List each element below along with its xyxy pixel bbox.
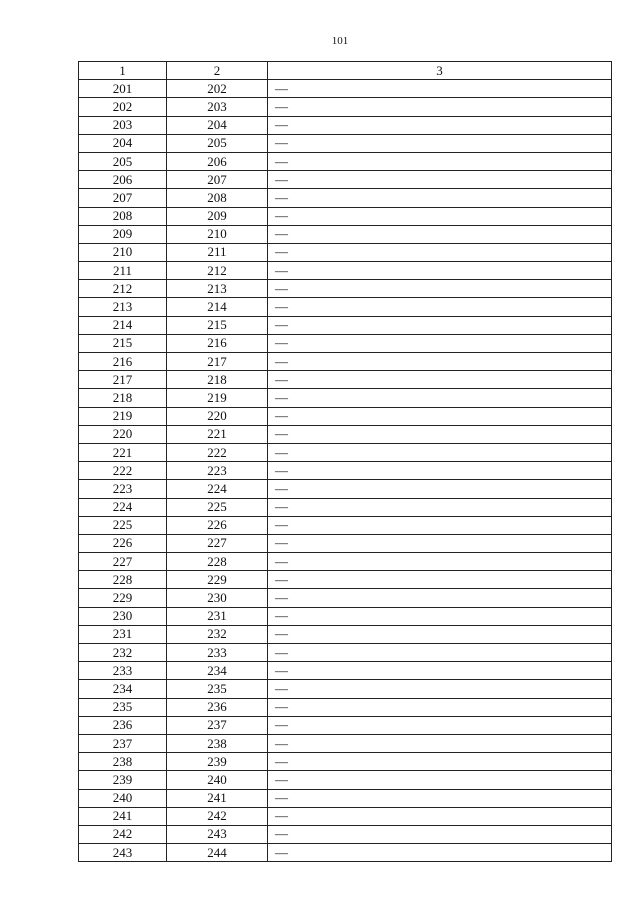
cell-col-1: 235 [79,698,167,716]
cell-col-3: — [268,480,612,498]
cell-col-1: 205 [79,152,167,170]
table-row [79,644,612,662]
cell-col-3: — [268,753,612,771]
cell-col-1: 225 [79,516,167,534]
cell-col-1: 201 [79,80,167,98]
cell-col-3: — [268,825,612,843]
cell-col-2: 236 [167,698,268,716]
cell-col-2: 208 [167,189,268,207]
cell-col-2: 221 [167,425,268,443]
cell-col-2: 217 [167,353,268,371]
cell-col-1: 209 [79,225,167,243]
cell-col-1: 222 [79,462,167,480]
cell-col-2: 226 [167,516,268,534]
table-row [79,844,612,862]
table-row [79,480,612,498]
table-row [79,262,612,280]
cell-col-1: 218 [79,389,167,407]
cell-col-1: 236 [79,716,167,734]
cell-col-3: — [268,662,612,680]
cell-col-2: 210 [167,225,268,243]
table-row [79,80,612,98]
cell-col-1: 228 [79,571,167,589]
cell-col-3: — [268,771,612,789]
cell-col-3: — [268,534,612,552]
cell-col-3: — [268,316,612,334]
table-row [79,116,612,134]
cell-col-3: — [268,443,612,461]
cell-col-2: 216 [167,334,268,352]
cell-col-1: 227 [79,553,167,571]
table-row [79,225,612,243]
cell-col-3: — [268,807,612,825]
cell-col-2: 233 [167,644,268,662]
cell-col-2: 242 [167,807,268,825]
cell-col-2: 231 [167,607,268,625]
cell-col-2: 204 [167,116,268,134]
table-row [79,334,612,352]
cell-col-3: — [268,116,612,134]
cell-col-2: 228 [167,553,268,571]
cell-col-2: 234 [167,662,268,680]
table-row [79,498,612,516]
cell-col-1: 224 [79,498,167,516]
cell-col-1: 237 [79,734,167,752]
cell-col-2: 203 [167,98,268,116]
table-row [79,571,612,589]
cell-col-2: 211 [167,243,268,261]
cell-col-3: — [268,98,612,116]
table-body [79,80,612,862]
cell-col-3: — [268,680,612,698]
table-row [79,189,612,207]
table-row [79,825,612,843]
table-row [79,716,612,734]
cell-col-1: 212 [79,280,167,298]
cell-col-2: 232 [167,625,268,643]
table-row [79,771,612,789]
cell-col-3: — [268,516,612,534]
cell-col-3: — [268,698,612,716]
cell-col-1: 221 [79,443,167,461]
table-row [79,698,612,716]
cell-col-1: 220 [79,425,167,443]
table-row [79,298,612,316]
table-row [79,516,612,534]
cell-col-2: 229 [167,571,268,589]
cell-col-3: — [268,134,612,152]
cell-col-1: 214 [79,316,167,334]
table-row [79,353,612,371]
table-row [79,807,612,825]
cell-col-2: 206 [167,152,268,170]
page-number: 101 [331,35,349,47]
cell-col-1: 240 [79,789,167,807]
cell-col-1: 210 [79,243,167,261]
cell-col-2: 220 [167,407,268,425]
table-row [79,243,612,261]
cell-col-3: — [268,334,612,352]
cell-col-1: 230 [79,607,167,625]
cell-col-3: — [268,171,612,189]
table-row [79,152,612,170]
cell-col-3: — [268,207,612,225]
cell-col-2: 235 [167,680,268,698]
cell-col-2: 227 [167,534,268,552]
cell-col-2: 212 [167,262,268,280]
cell-col-1: 229 [79,589,167,607]
table-header-row [79,62,612,80]
cell-col-3: — [268,789,612,807]
cell-col-3: — [268,734,612,752]
cell-col-3: — [268,425,612,443]
cell-col-2: 225 [167,498,268,516]
cell-col-3: — [268,407,612,425]
cell-col-1: 215 [79,334,167,352]
table-row [79,207,612,225]
cell-col-3: — [268,189,612,207]
cell-col-2: 218 [167,371,268,389]
cell-col-1: 217 [79,371,167,389]
cell-col-1: 203 [79,116,167,134]
table-row [79,389,612,407]
cell-col-3: — [268,644,612,662]
table-row [79,425,612,443]
table-row [79,171,612,189]
table-row [79,553,612,571]
cell-col-3: — [268,353,612,371]
cell-col-3: — [268,389,612,407]
cell-col-3: — [268,462,612,480]
cell-col-1: 206 [79,171,167,189]
cell-col-1: 243 [79,844,167,862]
cell-col-3: — [268,589,612,607]
cell-col-1: 204 [79,134,167,152]
cell-col-1: 233 [79,662,167,680]
cell-col-3: — [268,553,612,571]
table-row [79,680,612,698]
cell-col-2: 244 [167,844,268,862]
cell-col-1: 207 [79,189,167,207]
cell-col-3: — [268,607,612,625]
cell-col-2: 213 [167,280,268,298]
data-table [78,61,612,862]
cell-col-2: 202 [167,80,268,98]
table-row [79,607,612,625]
table-row [79,534,612,552]
cell-col-3: — [268,716,612,734]
cell-col-2: 238 [167,734,268,752]
cell-col-3: — [268,571,612,589]
column-header-2: 2 [167,62,268,80]
cell-col-2: 219 [167,389,268,407]
cell-col-2: 239 [167,753,268,771]
cell-col-1: 238 [79,753,167,771]
cell-col-1: 239 [79,771,167,789]
cell-col-1: 234 [79,680,167,698]
cell-col-2: 240 [167,771,268,789]
cell-col-1: 213 [79,298,167,316]
table-row [79,734,612,752]
cell-col-1: 232 [79,644,167,662]
cell-col-3: — [268,844,612,862]
cell-col-3: — [268,625,612,643]
table-row [79,98,612,116]
table-row [79,789,612,807]
cell-col-3: — [268,498,612,516]
table-row [79,462,612,480]
cell-col-2: 215 [167,316,268,334]
cell-col-3: — [268,298,612,316]
column-header-1: 1 [79,62,167,80]
cell-col-3: — [268,80,612,98]
cell-col-2: 214 [167,298,268,316]
cell-col-2: 243 [167,825,268,843]
table-row [79,753,612,771]
table-row [79,134,612,152]
cell-col-1: 241 [79,807,167,825]
cell-col-2: 205 [167,134,268,152]
table-row [79,316,612,334]
cell-col-1: 219 [79,407,167,425]
cell-col-2: 223 [167,462,268,480]
cell-col-1: 242 [79,825,167,843]
cell-col-2: 237 [167,716,268,734]
cell-col-2: 209 [167,207,268,225]
cell-col-1: 231 [79,625,167,643]
cell-col-3: — [268,371,612,389]
cell-col-1: 216 [79,353,167,371]
cell-col-1: 226 [79,534,167,552]
cell-col-1: 211 [79,262,167,280]
cell-col-2: 230 [167,589,268,607]
cell-col-2: 207 [167,171,268,189]
column-header-3: 3 [268,62,612,80]
cell-col-3: — [268,280,612,298]
cell-col-3: — [268,152,612,170]
cell-col-3: — [268,243,612,261]
table-row [79,443,612,461]
cell-col-1: 223 [79,480,167,498]
table-row [79,371,612,389]
table-row [79,662,612,680]
cell-col-3: — [268,225,612,243]
cell-col-3: — [268,262,612,280]
table-row [79,625,612,643]
cell-col-1: 208 [79,207,167,225]
table-row [79,589,612,607]
cell-col-1: 202 [79,98,167,116]
cell-col-2: 241 [167,789,268,807]
table-row [79,407,612,425]
table-row [79,280,612,298]
cell-col-2: 222 [167,443,268,461]
cell-col-2: 224 [167,480,268,498]
